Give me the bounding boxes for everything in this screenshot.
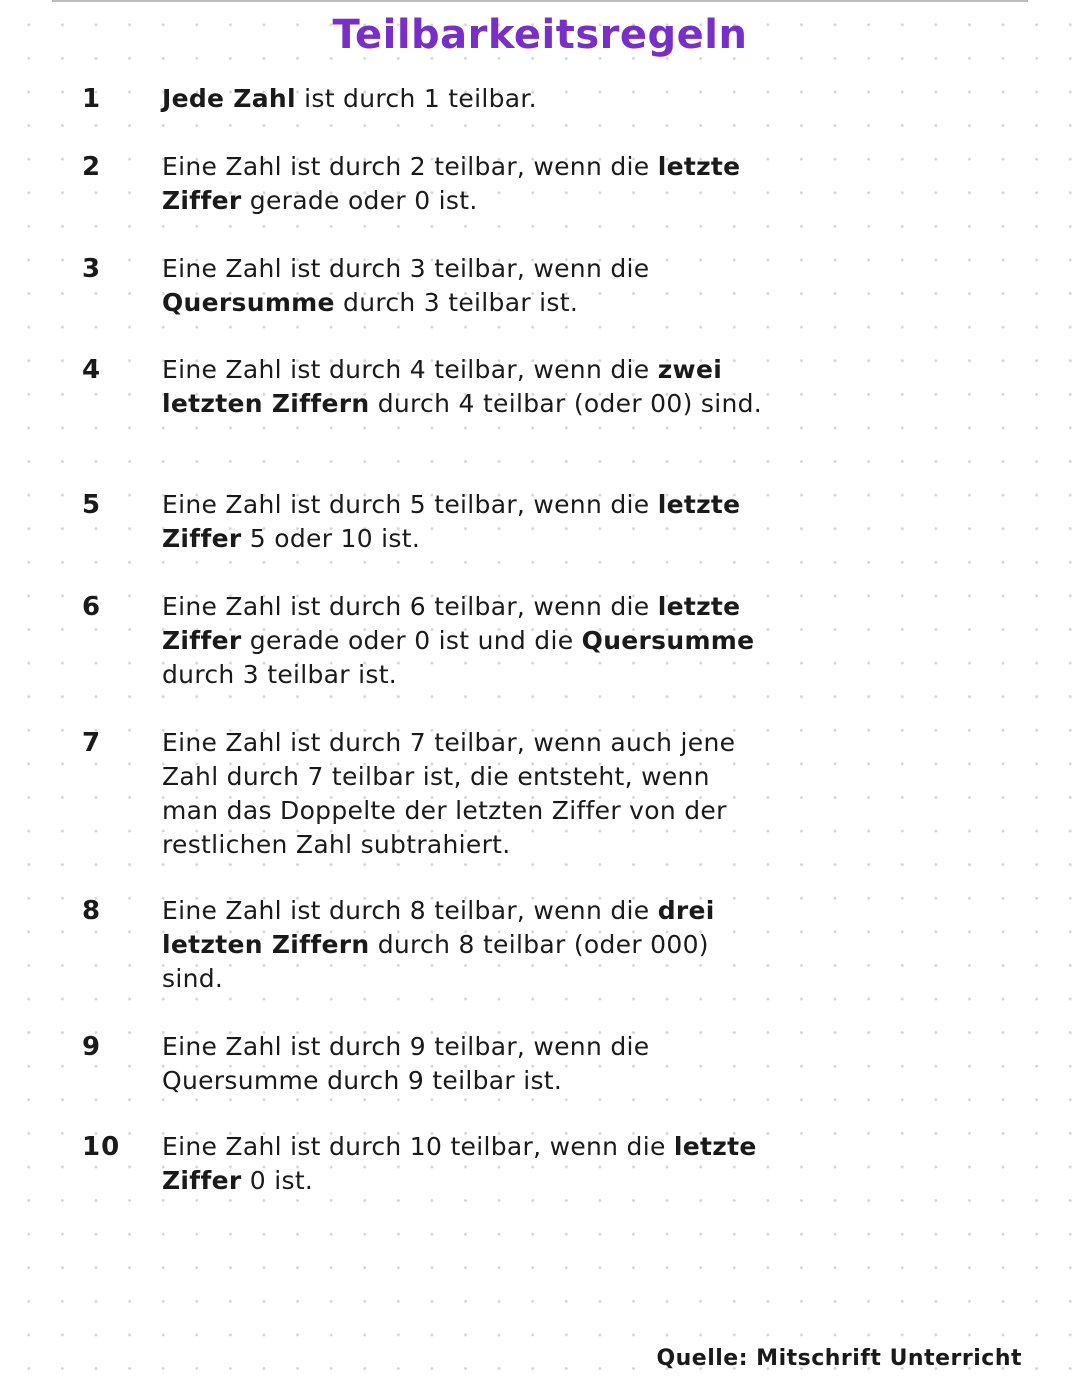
rule-text-segment: durch 4 teilbar (oder 00) sind.: [369, 389, 763, 418]
rule-text-segment: Eine Zahl ist durch 7 teilbar, wenn auch jene Zahl durch 7 teilbar ist, die entsteht, wenn man das Doppelte der letzten Ziffer von der restlichen Zahl subtrahiert.: [162, 728, 736, 859]
rule-text-bold: letzte Ziffer: [162, 152, 741, 215]
rule-text-segment: Eine Zahl ist durch 8 teilbar, wenn die: [162, 896, 658, 925]
rule-text-bold: letzte Ziffer: [162, 1132, 757, 1195]
rule-number: 6: [82, 592, 102, 622]
rule-number: 9: [82, 1032, 102, 1062]
rule-text: [162, 1130, 762, 1198]
rule-text-bold: letzte Ziffer: [162, 592, 741, 655]
rule-number: 2: [82, 152, 102, 182]
rule-text-segment: Eine Zahl ist durch 4 teilbar, wenn die: [162, 355, 658, 384]
rule-text-bold: Quersumme: [162, 288, 335, 317]
rule-text-bold: Jede Zahl: [162, 84, 296, 113]
page-title: Teilbarkeitsregeln: [332, 12, 748, 58]
rule-text: [162, 82, 762, 116]
rule-number: 10: [82, 1132, 121, 1162]
source-note: Quelle: Mitschrift Unterricht: [656, 1346, 1022, 1371]
rule-text-bold: drei letzten Ziffern: [162, 896, 715, 959]
rule-text-segment: ist durch 1 teilbar.: [295, 84, 537, 113]
rule-text-segment: 0 ist.: [241, 1166, 314, 1195]
rule-number: 5: [82, 490, 102, 520]
rule-text-segment: durch 3 teilbar ist.: [162, 660, 398, 689]
rule-text-segment: Eine Zahl ist durch 3 teilbar, wenn die: [162, 254, 650, 283]
rule-text: [162, 252, 762, 320]
rule-text-segment: Eine Zahl ist durch 9 teilbar, wenn die Quersumme durch 9 teilbar ist.: [162, 1032, 650, 1095]
rule-text-bold: letzte Ziffer: [162, 490, 741, 553]
rule-text-bold: Quersumme: [581, 626, 755, 655]
rule-number: 3: [82, 254, 102, 284]
rule-text-bold: zwei letzten Ziffern: [162, 355, 723, 418]
rule-text-segment: durch 8 teilbar (oder 000) sind.: [162, 930, 709, 993]
rule-number: 1: [82, 84, 102, 114]
rule-text: [162, 353, 762, 421]
rule-text: [162, 488, 762, 556]
rule-text: [162, 1030, 762, 1098]
rule-text-segment: Eine Zahl ist durch 5 teilbar, wenn die: [162, 490, 658, 519]
rule-text-segment: gerade oder 0 ist und die: [241, 626, 582, 655]
rule-text-segment: Eine Zahl ist durch 2 teilbar, wenn die: [162, 152, 658, 181]
rule-text: [162, 726, 762, 862]
rule-text-segment: gerade oder 0 ist.: [241, 186, 478, 215]
rule-number: 8: [82, 896, 102, 926]
rule-number: 7: [82, 728, 102, 758]
rule-text: [162, 150, 762, 218]
rule-text-segment: Eine Zahl ist durch 6 teilbar, wenn die: [162, 592, 658, 621]
rule-text-segment: 5 oder 10 ist.: [241, 524, 421, 553]
rule-text: [162, 894, 762, 996]
rule-text: [162, 590, 762, 692]
rule-text-segment: Eine Zahl ist durch 10 teilbar, wenn die: [162, 1132, 674, 1161]
rule-number: 4: [82, 355, 102, 385]
rule-text-segment: durch 3 teilbar ist.: [334, 288, 579, 317]
